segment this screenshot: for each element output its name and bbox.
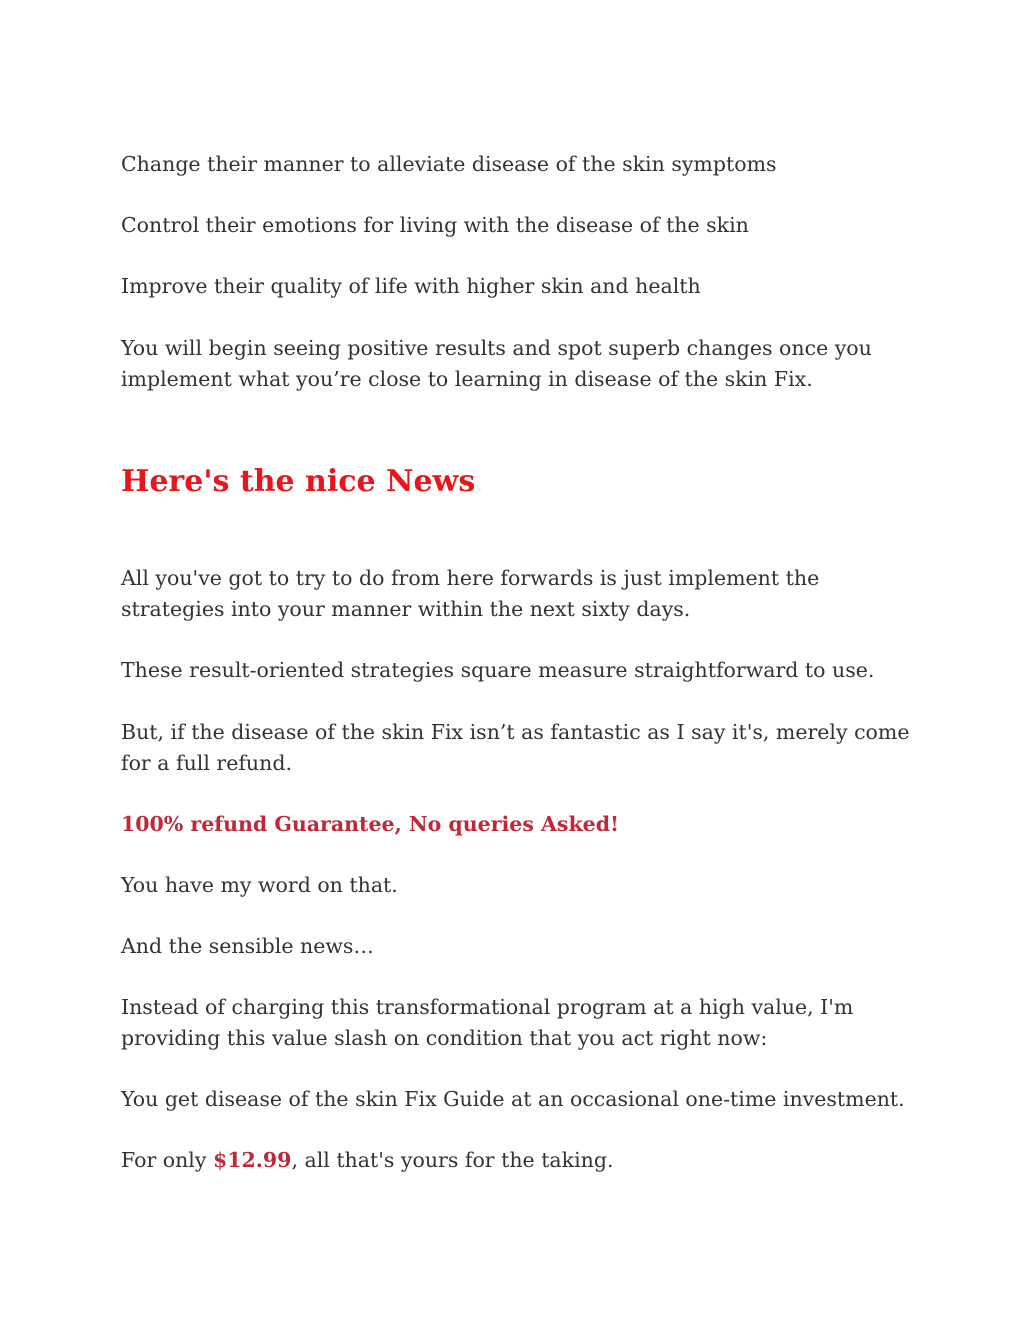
paragraph-symptoms: Change their manner to alleviate disease of the skin symptoms [121, 152, 777, 176]
guarantee-text: 100% refund Guarantee, No queries Asked! [121, 812, 620, 836]
offer-prefix: For only [121, 1148, 213, 1172]
paragraph-implement: All you've got to try to do from here forwards is just implement the strategies into your manner within the next sixty days. [121, 566, 820, 621]
paragraph-positive-results: You will begin seeing positive results and spot superb changes once you implement what you’re close to learning in disease of the skin Fix. [121, 336, 872, 391]
paragraph-quality-of-life: Improve their quality of life with higher skin and health [121, 274, 701, 298]
offer-line [121, 1145, 911, 1176]
paragraph-strategies: These result-oriented strategies square measure straightforward to use. [121, 658, 875, 682]
paragraph-word: You have my word on that. [121, 873, 398, 897]
paragraph-refund: But, if the disease of the skin Fix isn’t as fantastic as I say it's, merely come for a full refund. [121, 720, 910, 775]
offer-price: $12.99 [212, 1148, 292, 1172]
paragraph-sensible-news: And the sensible news… [121, 934, 374, 958]
section-heading: Here's the nice News [121, 464, 476, 499]
paragraph-value-slash: Instead of charging this transformational program at a high value, I'm providing this value slash on condition that you act right now: [121, 995, 854, 1050]
paragraph-investment: You get disease of the skin Fix Guide at an occasional one-time investment. [121, 1087, 905, 1111]
paragraph-emotions: Control their emotions for living with the disease of the skin [121, 213, 749, 237]
offer-suffix: , all that's yours for the taking. [291, 1148, 614, 1172]
